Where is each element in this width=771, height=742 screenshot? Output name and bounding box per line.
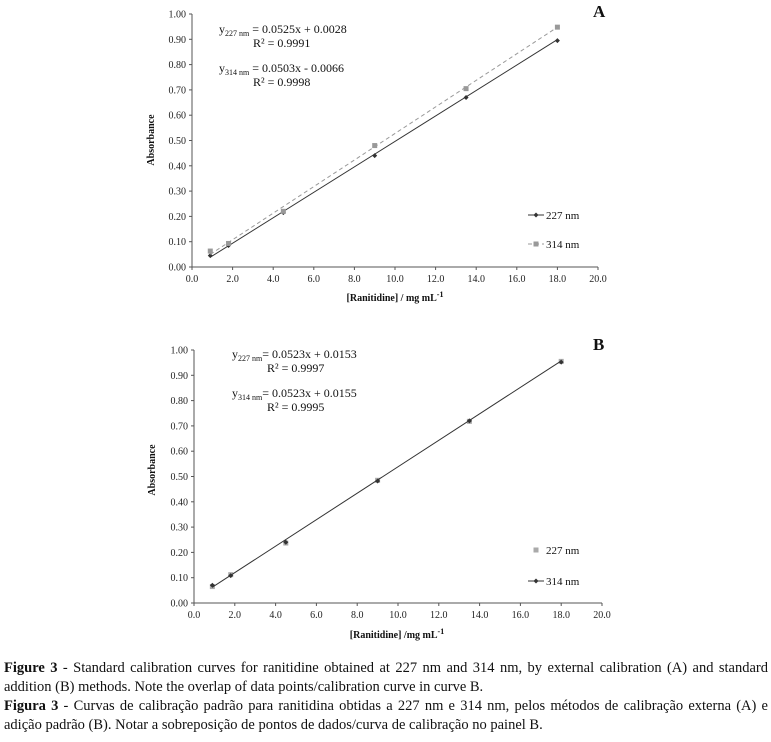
panel-b-r2-227: R² = 0.9997: [267, 361, 325, 375]
panel-a-legend-227-label: 227 nm: [546, 210, 580, 222]
panel-a-y-tick-label: 1.00: [168, 9, 186, 21]
panel-b-legend-marker-314-nm: [534, 579, 539, 584]
panel-a-y-tick-label: 0.80: [168, 60, 186, 72]
panel-a-point-314-nm: [555, 25, 560, 30]
panel-b-x-tick-label: 8.0: [350, 610, 364, 621]
panel-b-x-tick-label: 12.0: [430, 610, 448, 621]
panel-a-y-tick-label: 0.10: [168, 237, 186, 249]
panel-a-y-tick-label: 0.40: [168, 161, 186, 173]
panel-b-y-tick-label: 0.50: [170, 472, 188, 483]
panel-a-x-tick-label: 14.0: [467, 274, 485, 285]
panel-a-equation-314: $y_{314 nm} = 0.0503x - 0.0066$: [219, 61, 344, 77]
caption-english-text: - Standard calibration curves for ranitidine obtained at 227 nm and 314 nm, by external calibration (A) and standard addition (B) methods. Note the overlap of data points/calibration curve in curve B.: [4, 660, 769, 695]
panel-a-legend-314-label: 314 nm: [546, 239, 580, 251]
panel-a-x-tick-label: 12.0: [426, 274, 445, 285]
panel-a-x-tick-label: 0.0: [185, 274, 199, 285]
panel-b-chart: [147, 335, 611, 641]
panel-b-y-tick-label: 1.00: [170, 345, 188, 357]
panel-a-point-314-nm: [464, 86, 469, 91]
panel-b-equation-314: $y_{314 nm}= 0.0523x + 0.0155$: [232, 386, 357, 402]
panel-b-x-tick-label: 16.0: [511, 610, 530, 621]
panel-b-x-tick-label: 20.0: [593, 610, 611, 621]
caption-english: [4, 659, 768, 697]
panel-b-legend-227-label: 227 nm: [546, 545, 580, 557]
panel-a-x-tick-label: 6.0: [307, 274, 321, 285]
panel-b-x-tick-label: 4.0: [269, 610, 282, 621]
panel-a-y-tick-label: 0.00: [168, 262, 186, 274]
panel-b-x-tick-label: 14.0: [470, 610, 489, 621]
panel-b-y-tick-label: 0.60: [170, 446, 188, 458]
caption-english-label: Figure 3: [4, 660, 58, 676]
panel-a-x-tick-label: 8.0: [348, 274, 361, 285]
panel-a-point-227-nm: [555, 38, 560, 43]
panel-b-x-tick-label: 2.0: [228, 610, 242, 621]
panel-a-y-tick-label: 0.90: [168, 34, 186, 46]
panel-b-ylabel: Absorbance: [147, 444, 158, 496]
panel-a-y-tick-label: 0.50: [168, 136, 186, 147]
panel-a-equation-227: $y_{227 nm} = 0.0525x + 0.0028$: [219, 22, 347, 38]
panel-a-y-tick-label: 0.30: [168, 186, 186, 198]
panel-a-legend-marker-314-nm: [534, 242, 539, 247]
panel-a-x-tick-label: 10.0: [386, 274, 404, 285]
panel-a-y-tick-label: 0.60: [168, 110, 186, 122]
panel-b-r2-314: R² = 0.9995: [267, 400, 325, 414]
panel-a-x-tick-label: 18.0: [548, 274, 567, 285]
panel-b-y-tick-label: 0.70: [170, 421, 188, 433]
panel-b-x-tick-label: 0.0: [187, 610, 201, 621]
panel-a-y-tick-label: 0.20: [168, 211, 186, 223]
panel-a-x-tick-label: 2.0: [226, 274, 239, 285]
panel-a-x-tick-label: 20.0: [589, 274, 607, 285]
panel-b-equation-227: $y_{227 nm}= 0.0523x + 0.0153$: [232, 347, 357, 363]
panel-b-legend-314-label: 314 nm: [546, 576, 580, 588]
panel-a-r2-227: R² = 0.9991: [253, 36, 311, 50]
panel-a-point-314-nm: [226, 241, 231, 246]
panel-b-y-tick-label: 0.10: [170, 573, 188, 585]
panel-b-legend-marker-227-nm: [534, 548, 539, 553]
panel-b-xlabel: [Ranitidine] /mg $mL^{-1}$: [349, 627, 445, 641]
panel-b-y-tick-label: 0.20: [170, 547, 188, 559]
caption-portuguese: [4, 697, 768, 735]
panel-a-x-tick-label: 16.0: [508, 274, 526, 285]
figure-caption: [4, 659, 768, 735]
panel-a-point-314-nm: [208, 249, 213, 254]
panel-a-point-314-nm: [281, 209, 286, 214]
panel-a-legend-marker-227-nm: [534, 213, 539, 218]
panel-a-point-314-nm: [372, 143, 377, 148]
panel-a-ylabel: Absorbance: [146, 114, 157, 166]
panel-b-y-tick-label: 0.90: [170, 370, 188, 382]
panel-a-label: A: [593, 2, 606, 21]
panel-b-x-tick-label: 10.0: [389, 610, 407, 621]
panel-b-y-tick-label: 0.30: [170, 522, 188, 534]
panel-b-label: B: [593, 335, 605, 354]
panel-a-xlabel: [Ranitidine] / mg $mL^{-1}$: [346, 290, 444, 304]
panel-b-y-tick-label: 0.00: [170, 598, 188, 610]
panel-b-x-tick-label: 6.0: [310, 610, 323, 621]
panel-a-chart: [146, 2, 607, 304]
panel-a-y-tick-label: 0.70: [168, 85, 186, 97]
panel-b-x-tick-label: 18.0: [552, 610, 570, 621]
caption-portuguese-text: - Curvas de calibração padrão para ranitidina obtidas a 227 nm e 314 nm, pelos métodos de calibração externa (A) e adição padrão (B). Notar a sobreposição de pontos de dados/curva de calibração no painel B.: [4, 698, 768, 733]
panel-a-point-227-nm: [372, 153, 377, 158]
panel-a-x-tick-label: 4.0: [266, 274, 280, 285]
panel-a-r2-314: R² = 0.9998: [253, 75, 311, 89]
caption-portuguese-label: Figura 3: [4, 698, 59, 714]
panel-b-y-tick-label: 0.80: [170, 396, 188, 408]
panel-b-y-tick-label: 0.40: [170, 497, 188, 509]
